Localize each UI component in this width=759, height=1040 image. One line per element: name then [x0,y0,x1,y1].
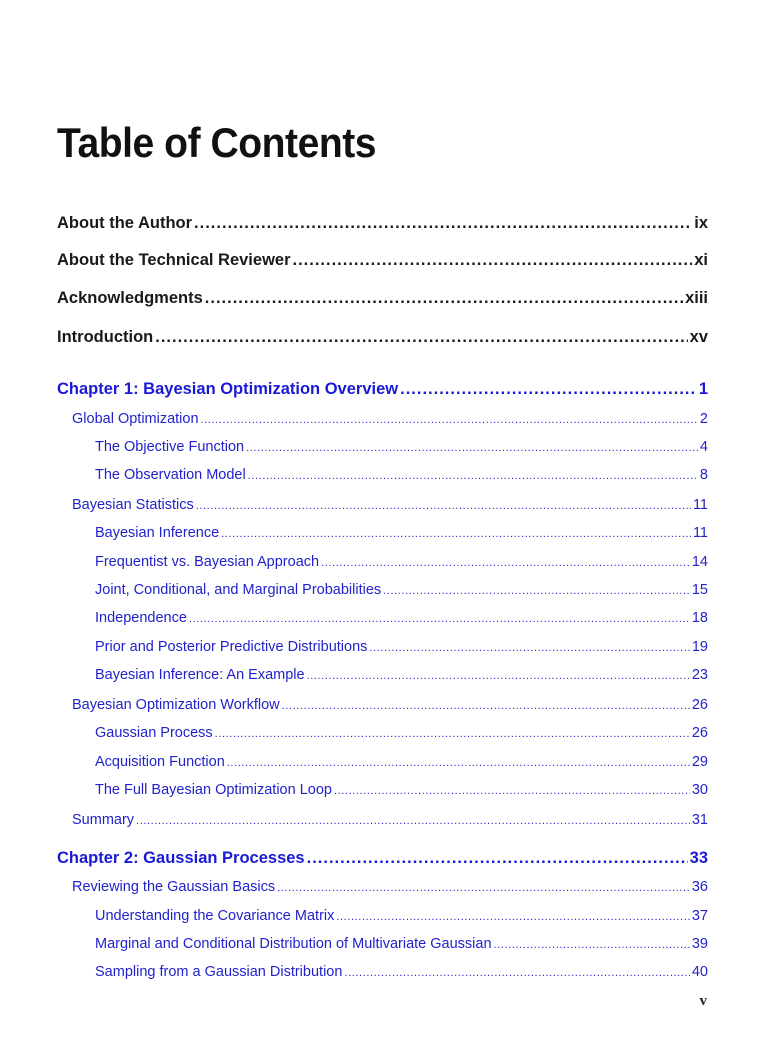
toc-entry-label: Gaussian Process [95,725,213,741]
toc-entry-label: Marginal and Conditional Distribution of Multivariate Gaussian [95,936,492,952]
toc-section[interactable] [72,694,708,716]
toc-entry-page: 26 [691,725,708,741]
dot-leader [293,248,693,272]
dot-leader [494,934,690,956]
dot-leader [205,286,683,310]
toc-entry-page: 37 [691,908,708,924]
toc-entry-label: The Full Bayesian Optimization Loop [95,782,332,798]
toc-subsection[interactable] [95,751,708,773]
toc-chapter-label: Chapter 1: Bayesian Optimization Overview [57,380,399,398]
toc-section[interactable] [72,408,708,430]
toc-subsection[interactable] [95,464,708,486]
toc-subsection[interactable] [95,905,708,927]
dot-leader [369,637,689,659]
dot-leader [194,211,692,235]
toc-entry-page: 26 [691,697,708,713]
toc-entry-page: 8 [699,467,708,483]
dot-leader [282,695,690,717]
toc-entry-page: 11 [692,525,708,541]
dot-leader [277,877,690,899]
toc-chapter-2[interactable] [57,846,708,870]
toc-subsection[interactable] [95,636,708,658]
page-title: Table of Contents [57,119,377,166]
toc-entry-page: 15 [691,582,708,598]
toc-entry-page: 4 [699,439,708,455]
toc-entry-page: 31 [691,812,708,828]
toc-entry-label: Summary [72,812,135,828]
toc-entry-label: Independence [95,610,187,626]
toc-entry-page: xi [694,251,708,269]
toc-entry-label: Joint, Conditional, and Marginal Probabilities [95,582,382,598]
dot-leader [248,465,698,487]
dot-leader [307,665,690,687]
dot-leader [400,377,697,401]
toc-entry-page: 14 [691,554,708,570]
toc-entry-label: About the Technical Reviewer [57,251,291,269]
toc-subsection[interactable] [95,436,708,458]
toc-entry-label: Reviewing the Gaussian Basics [72,879,276,895]
toc-entry-page: 11 [692,497,708,513]
dot-leader [321,552,690,574]
toc-subsection[interactable] [95,961,708,983]
dot-leader [246,437,698,459]
dot-leader [196,495,691,517]
dot-leader [201,409,698,431]
toc-entry-technical-reviewer[interactable] [57,248,708,272]
toc-entry-page: xiii [685,289,708,307]
toc-subsection[interactable] [95,607,708,629]
dot-leader [336,906,689,928]
toc-entry-label: Bayesian Inference [95,525,220,541]
toc-subsection[interactable] [95,779,708,801]
toc-entry-label: Acquisition Function [95,754,225,770]
dot-leader [136,810,690,832]
toc-entry-label: Bayesian Optimization Workflow [72,697,280,713]
toc-entry-page: 39 [691,936,708,952]
dot-leader [221,523,691,545]
toc-entry-label: Global Optimization [72,411,199,427]
dot-leader [215,723,690,745]
toc-entry-about-author[interactable] [57,211,708,235]
toc-entry-page: 40 [691,964,708,980]
toc-entry-label: Bayesian Statistics [72,497,194,513]
toc-entry-label: The Objective Function [95,439,245,455]
toc-entry-label: Understanding the Covariance Matrix [95,908,335,924]
toc-entry-page: 18 [691,610,708,626]
toc-entry-page: 29 [691,754,708,770]
dot-leader [344,962,689,984]
toc-entry-introduction[interactable] [57,325,708,349]
toc-entry-page: xv [689,328,708,346]
toc-section[interactable] [72,876,708,898]
toc-subsection[interactable] [95,722,708,744]
toc-entry-label: Prior and Posterior Predictive Distributions [95,639,368,655]
dot-leader [383,580,690,602]
page-number: v [699,993,707,1009]
dot-leader [334,780,690,802]
toc-entry-page: 19 [691,639,708,655]
toc-entry-label: About the Author [57,214,193,232]
toc-entry-label: Bayesian Inference: An Example [95,667,305,683]
toc-entry-page: 36 [691,879,708,895]
toc-subsection[interactable] [95,933,708,955]
toc-section[interactable] [72,494,708,516]
toc-subsection[interactable] [95,664,708,686]
dot-leader [307,846,688,870]
toc-entry-page: 2 [699,411,708,427]
toc-section[interactable] [72,809,708,831]
toc-entry-page: ix [694,214,708,232]
dot-leader [227,752,690,774]
toc-subsection[interactable] [95,579,708,601]
toc-entry-acknowledgments[interactable] [57,286,708,310]
toc-entry-label: Sampling from a Gaussian Distribution [95,964,343,980]
dot-leader [155,325,687,349]
toc-entry-page: 30 [691,782,708,798]
toc-subsection[interactable] [95,522,708,544]
toc-entry-label: The Observation Model [95,467,246,483]
toc-entry-label: Introduction [57,328,154,346]
toc-subsection[interactable] [95,551,708,573]
toc-chapter-page: 33 [689,849,708,867]
toc-chapter-page: 1 [698,380,708,398]
toc-chapter-1[interactable] [57,377,708,401]
toc-entry-label: Acknowledgments [57,289,203,307]
dot-leader [189,608,690,630]
toc-entry-page: 23 [691,667,708,683]
toc-entry-label: Frequentist vs. Bayesian Approach [95,554,320,570]
toc-chapter-label: Chapter 2: Gaussian Processes [57,849,305,867]
